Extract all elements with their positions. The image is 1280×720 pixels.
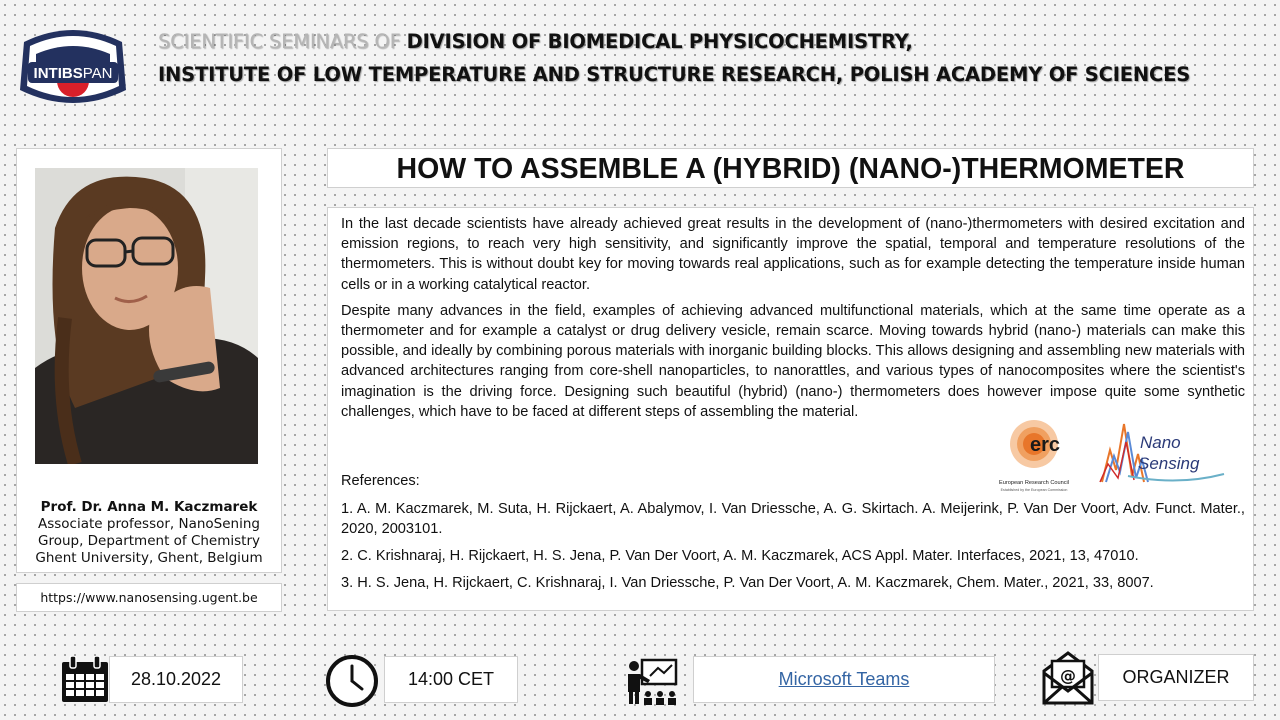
reference-item: 2. C. Krishnaraj, H. Rijckaert, H. S. Jena, P. Van Der Voort, A. M. Kaczmarek, ACS Appl. Mater. Interfaces, 2021, 13, 47010. <box>341 548 1139 564</box>
speaker-photo <box>35 168 258 464</box>
header-line-1-bold: DIVISION OF BIOMEDICAL PHYSICOCHEMISTRY, <box>406 30 913 53</box>
abstract-paragraph-2: Despite many advances in the field, examples of achieving advanced multifunctional materials, which at the same time operate as a thermometer and for example a catalyst or drug delivery vesicle, remain scarce. Moving towards hybrid (nano-) materials can make this possible, and ideally by combining porous materials with inorganic building blocks. This allows designing and assembling new materials with advanced architectures ranging from core-shell nanoparticles, to nanorattles, and various types of nanocomposites where the scientist's imagination is the driving force. Designing such beautiful (hybrid) (nano-) thermometers does however impose quite some synthetic challenges, which have to be faced at different steps of assembling the material. <box>341 302 1245 420</box>
reference-item: 1. A. M. Kaczmarek, M. Suta, H. Rijckaert, A. Abalymov, I. Van Driessche, A. G. Skirtach. A. Meijerink, P. Van Der Voort, Adv. Funct. Mater., 2020, 2003101. <box>341 501 1245 537</box>
clock-icon <box>325 654 379 708</box>
calendar-icon <box>60 656 110 704</box>
svg-text:@: @ <box>1060 666 1076 685</box>
speaker-role-line2: Group, Department of Chemistry <box>37 533 261 549</box>
svg-text:INTIBSPAN <box>34 65 113 82</box>
nano-line2: Sensing <box>1138 454 1200 473</box>
speaker-role-line1: Associate professor, NanoSening <box>38 516 260 532</box>
logo-text-b: PAN <box>82 65 113 82</box>
intibs-pan-logo <box>14 20 132 112</box>
speaker-role-line3: Ghent University, Ghent, Belgium <box>35 550 263 566</box>
abstract <box>341 214 1245 428</box>
platform-box <box>693 656 995 703</box>
erc-caption: European Research Council <box>999 480 1069 486</box>
speaker-info <box>16 499 282 567</box>
reference-item: 3. H. S. Jena, H. Rijckaert, C. Krishnaraj, I. Van Driessche, P. Van Der Voort, A. M. Kaczmarek, Chem. Mater., 2021, 33, 8007. <box>341 575 1154 591</box>
speaker-name: Prof. Dr. Anna M. Kaczmarek <box>40 499 258 515</box>
presenter-icon <box>626 658 678 706</box>
logo-text-a: INTIBS <box>33 65 83 82</box>
teams-link[interactable]: Microsoft Teams <box>778 669 910 689</box>
abstract-paragraph-1: In the last decade scientists have already achieved great results in the development of (nano-)thermometers with desired excitation and emission regions, to reach very high sensitivity, and significantly improve the spatial, temporal and temperature resolutions of the thermometers. This is without doubt key for moving towards real applications, such as for example detecting the temperature inside human cells or in a working catalytical reactor. <box>341 216 1245 293</box>
references-title: References: <box>341 473 420 489</box>
erc-text: erc <box>1029 434 1061 456</box>
references <box>341 471 1245 600</box>
date-box: 28.10.2022 <box>109 656 243 703</box>
time-box: 14:00 CET <box>384 656 518 703</box>
header-line-1 <box>158 30 913 53</box>
header-line-1-light: SCIENTIFIC SEMINARS OF <box>158 30 407 53</box>
header-line-2: INSTITUTE OF LOW TEMPERATURE AND STRUCTURE RESEARCH, POLISH ACADEMY OF SCIENCES <box>158 63 1191 86</box>
nano-line1: Nano <box>1140 433 1181 452</box>
email-icon <box>1042 651 1094 705</box>
speaker-url[interactable]: https://www.nanosensing.ugent.be <box>16 583 282 612</box>
erc-sub: Established by the European Commission <box>1000 488 1068 492</box>
organizer-box: ORGANIZER <box>1098 654 1254 701</box>
talk-title: HOW TO ASSEMBLE A (HYBRID) (NANO-)THERMOMETER <box>327 148 1254 188</box>
